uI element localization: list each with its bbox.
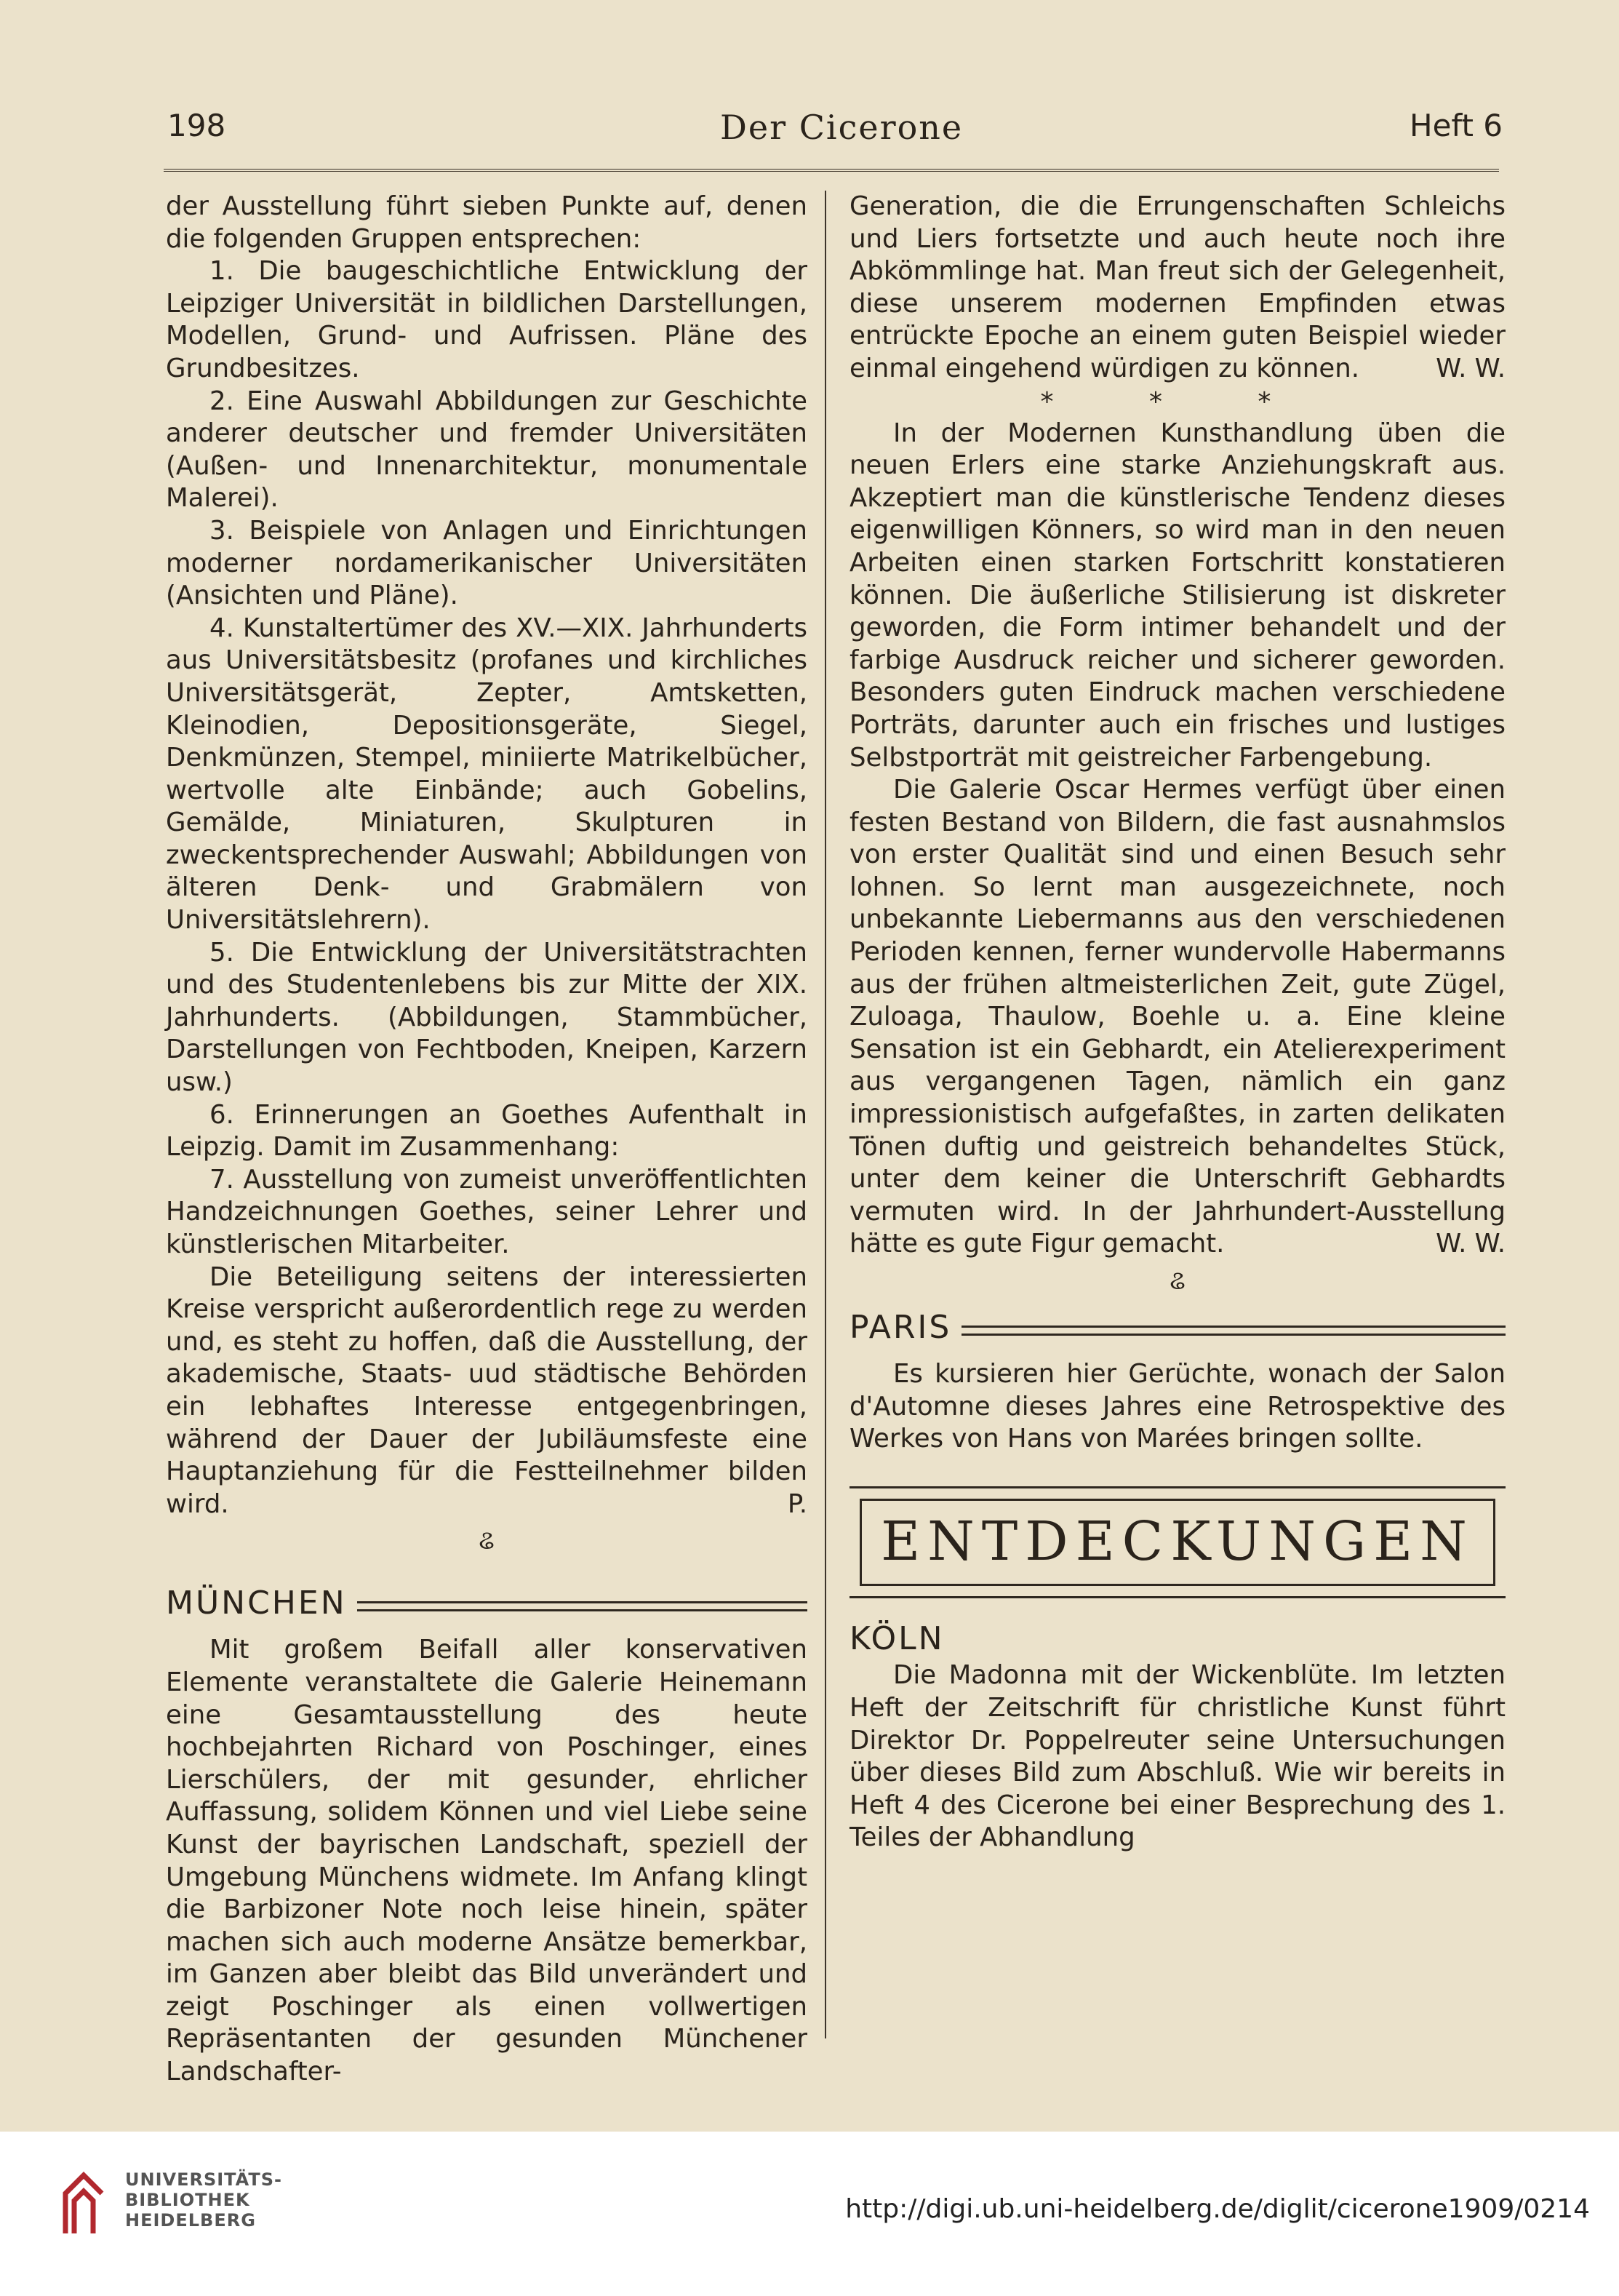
left-column bbox=[166, 191, 807, 2089]
entdeckungen-title: ENTDECKUNGEN bbox=[881, 1510, 1474, 1574]
issue-label: Heft 6 bbox=[1409, 108, 1503, 143]
list-item-7: 7. Ausstellung von zumeist unveröffentlichten Handzeichnungen Goethes, seiner Lehrer und künstlerischen Mitarbeiter. bbox=[166, 1164, 807, 1259]
source-url-link[interactable]: http://digi.ub.uni-heidelberg.de/diglit/cicerone1909/0214 bbox=[845, 2194, 1590, 2224]
ornament: ଌ bbox=[1170, 1266, 1186, 1296]
section-heading-paris bbox=[850, 1310, 1506, 1345]
signature-ww-1: W. W. bbox=[1436, 353, 1506, 383]
participation-text: Die Beteiligung seitens der interessierten Kreise verspricht außerordentlich rege zu werden und, es steht zu hoffen, daß die Ausstellung, der akademische, Staats- uud städtische Behörden ein lebhaftes Interesse entgegenbringen, während der Dauer der Jubiläumsfeste eine Hauptanziehung für die Festteilnehmer bilden wird. bbox=[166, 1261, 807, 1519]
section-title-muenchen: MÜNCHEN bbox=[166, 1585, 347, 1622]
entdeckungen-banner bbox=[850, 1486, 1506, 1598]
library-name bbox=[125, 2169, 282, 2231]
koeln-paragraph: Die Madonna mit der Wickenblüte. Im letzten Heft der Zeitschrift für christliche Kunst führt Direktor Dr. Poppelreuter seine Untersuchungen über dieses Bild zum Abschluß. Wie wir bereits in Heft 4 des Cicerone bei einer Besprechung des 1. Teiles der Abhandlung bbox=[850, 1660, 1506, 1853]
generation-text: Generation, die die Errungenschaften Schleichs und Liers fortsetzte und auch heute noch ihre Abkömmlinge hat. Man freut sich der Gelegenheit, diese unserem modernen Empfinden etwas entrückte Epoche an einem guten Beispiel wieder einmal eingehend würdigen zu können. bbox=[850, 191, 1506, 383]
column-divider bbox=[825, 191, 826, 2038]
right-column bbox=[850, 191, 1506, 1854]
paris-paragraph: Es kursieren hier Gerüchte, wonach der Salon d'Automne dieses Jahres eine Retrospektive des Werkes von Hans von Marées bringen sollte. bbox=[850, 1359, 1506, 1454]
participation-paragraph bbox=[166, 1261, 807, 1521]
intro-paragraph: der Ausstellung führt sieben Punkte auf, denen die folgenden Gruppen entsprechen: bbox=[166, 191, 807, 254]
journal-title: Der Cicerone bbox=[720, 108, 964, 147]
signature-p: P. bbox=[787, 1488, 807, 1519]
generation-paragraph bbox=[850, 191, 1506, 386]
section-title-koeln: KÖLN bbox=[850, 1619, 945, 1657]
asterism: * * * bbox=[1040, 386, 1315, 417]
muenchen-paragraph: Mit großem Beifall aller konservativen Elemente veranstaltete die Galerie Heinemann eine Gesamtausstellung des heute hochbejahrten Richard von Poschinger, eines Lierschülers, der mit gesunder, ehrlicher Auffassung, solidem Können und viel Liebe seine Kunst der bayrischen Landschaft, speziell der Umgebung Münchens widmete. Im Anfang klingt die Barbizoner Note noch leise hinein, später machen sich auch moderne Ansätze bemerkbar, im Ganzen aber bleibt das Bild unverändert und zeigt Poschinger als einen vollwertigen Repräsentanten der gesunden Münchener Landschafter- bbox=[166, 1635, 807, 2087]
moderne-kunsthandlung-paragraph: In der Modernen Kunsthandlung üben die neuen Erlers eine starke Anziehungskraft aus. Akzeptiert man die künstlerische Tendenz dieses eigenwilligen Könners, so wird man in den neuen Arbeiten einen starken Fortschritt konstatieren können. Die äußerliche Stilisierung ist diskreter geworden, die Form intimer behandelt und der farbige Ausdruck reicher und sicherer geworden. Besonders guten Eindruck machen verschiedene Porträts, darunter auch ein frisches und lustiges Selbstporträt mit geistreicher Farbengebung. bbox=[850, 418, 1506, 773]
header-rule bbox=[164, 169, 1499, 172]
signature-ww-2: W. W. bbox=[1436, 1229, 1506, 1259]
library-name-line-2: BIBLIOTHEK bbox=[125, 2190, 250, 2210]
section-heading-muenchen bbox=[166, 1586, 807, 1621]
list-item-1: 1. Die baugeschichtliche Entwicklung der Leipziger Universität in bildlichen Darstellungen, Modellen, Grund- und Aufrissen. Pläne des Grundbesitzes. bbox=[166, 256, 807, 383]
library-name-line-3: HEIDELBERG bbox=[125, 2210, 256, 2231]
banner-frame bbox=[860, 1499, 1495, 1586]
galerie-hermes-paragraph bbox=[850, 774, 1506, 1261]
library-name-line-1: UNIVERSITÄTS- bbox=[125, 2169, 283, 2190]
ub-heidelberg-logo-icon bbox=[58, 2168, 109, 2241]
list-item-6: 6. Erinnerungen an Goethes Aufenthalt in Leipzig. Damit im Zusammenhang: bbox=[166, 1099, 807, 1163]
heading-double-rule bbox=[357, 1601, 807, 1611]
list-item-2: 2. Eine Auswahl Abbildungen zur Geschichte anderer deutscher und fremder Universitäten (Außen- und Innenarchitektur, monumentale Malerei). bbox=[166, 386, 807, 514]
page-number: 198 bbox=[167, 108, 226, 143]
ornament: ଌ bbox=[479, 1526, 495, 1556]
galerie-hermes-text: Die Galerie Oscar Hermes verfügt über einen festen Bestand von Bildern, die fast ausnahmslos von erster Qualität sind und einen Besuch sehr lohnen. So lernt man ausgezeichnete, noch unbekannte Liebermanns aus den verschiedenen Perioden kennen, ferner wundervolle Habermanns aus der frühen altmeisterlichen Zeit, gute Zügel, Zuloaga, Thaulow, Boehle u. a. Eine kleine Sensation ist ein Gebhardt, ein Atelierexperiment aus vergangenen Tagen, nämlich ein ganz impressionistisch aufgefaßtes, in zarten delikaten Tönen duftig und geistreich behandeltes Stück, unter dem keiner die Unterschrift Gebhardts vermuten wird. In der Jahrhundert-Ausstellung hätte es gute Figur gemacht. bbox=[850, 775, 1506, 1259]
list-item-3: 3. Beispiele von Anlagen und Einrichtungen moderner nordamerikanischer Universitäten (Ansichten und Pläne). bbox=[166, 515, 807, 611]
list-item-5: 5. Die Entwicklung der Universitätstrachten und des Studentenlebens bis zur Mitte der XIX. Jahrhunderts. (Abbildungen, Stammbücher, Darstellungen von Fechtboden, Kneipen, Karzern usw.) bbox=[166, 937, 807, 1098]
section-title-paris: PARIS bbox=[850, 1309, 952, 1346]
heading-double-rule bbox=[962, 1326, 1506, 1336]
list-item-4: 4. Kunstaltertümer des XV.—XIX. Jahrhunderts aus Universitätsbesitz (profanes und kirchliches Universitätsgerät, Zepter, Amtsketten, Kleinodien, Depositionsgeräte, Siegel, Denkmünzen, Stempel, miniierte Matrikelbücher, wertvolle alte Einbände; auch Gobelins, Gemälde, Miniaturen, Skulpturen in zweckentsprechender Auswahl; Abbildungen von älteren Denk- und Grabmälern von Universitätslehrern). bbox=[166, 613, 807, 936]
